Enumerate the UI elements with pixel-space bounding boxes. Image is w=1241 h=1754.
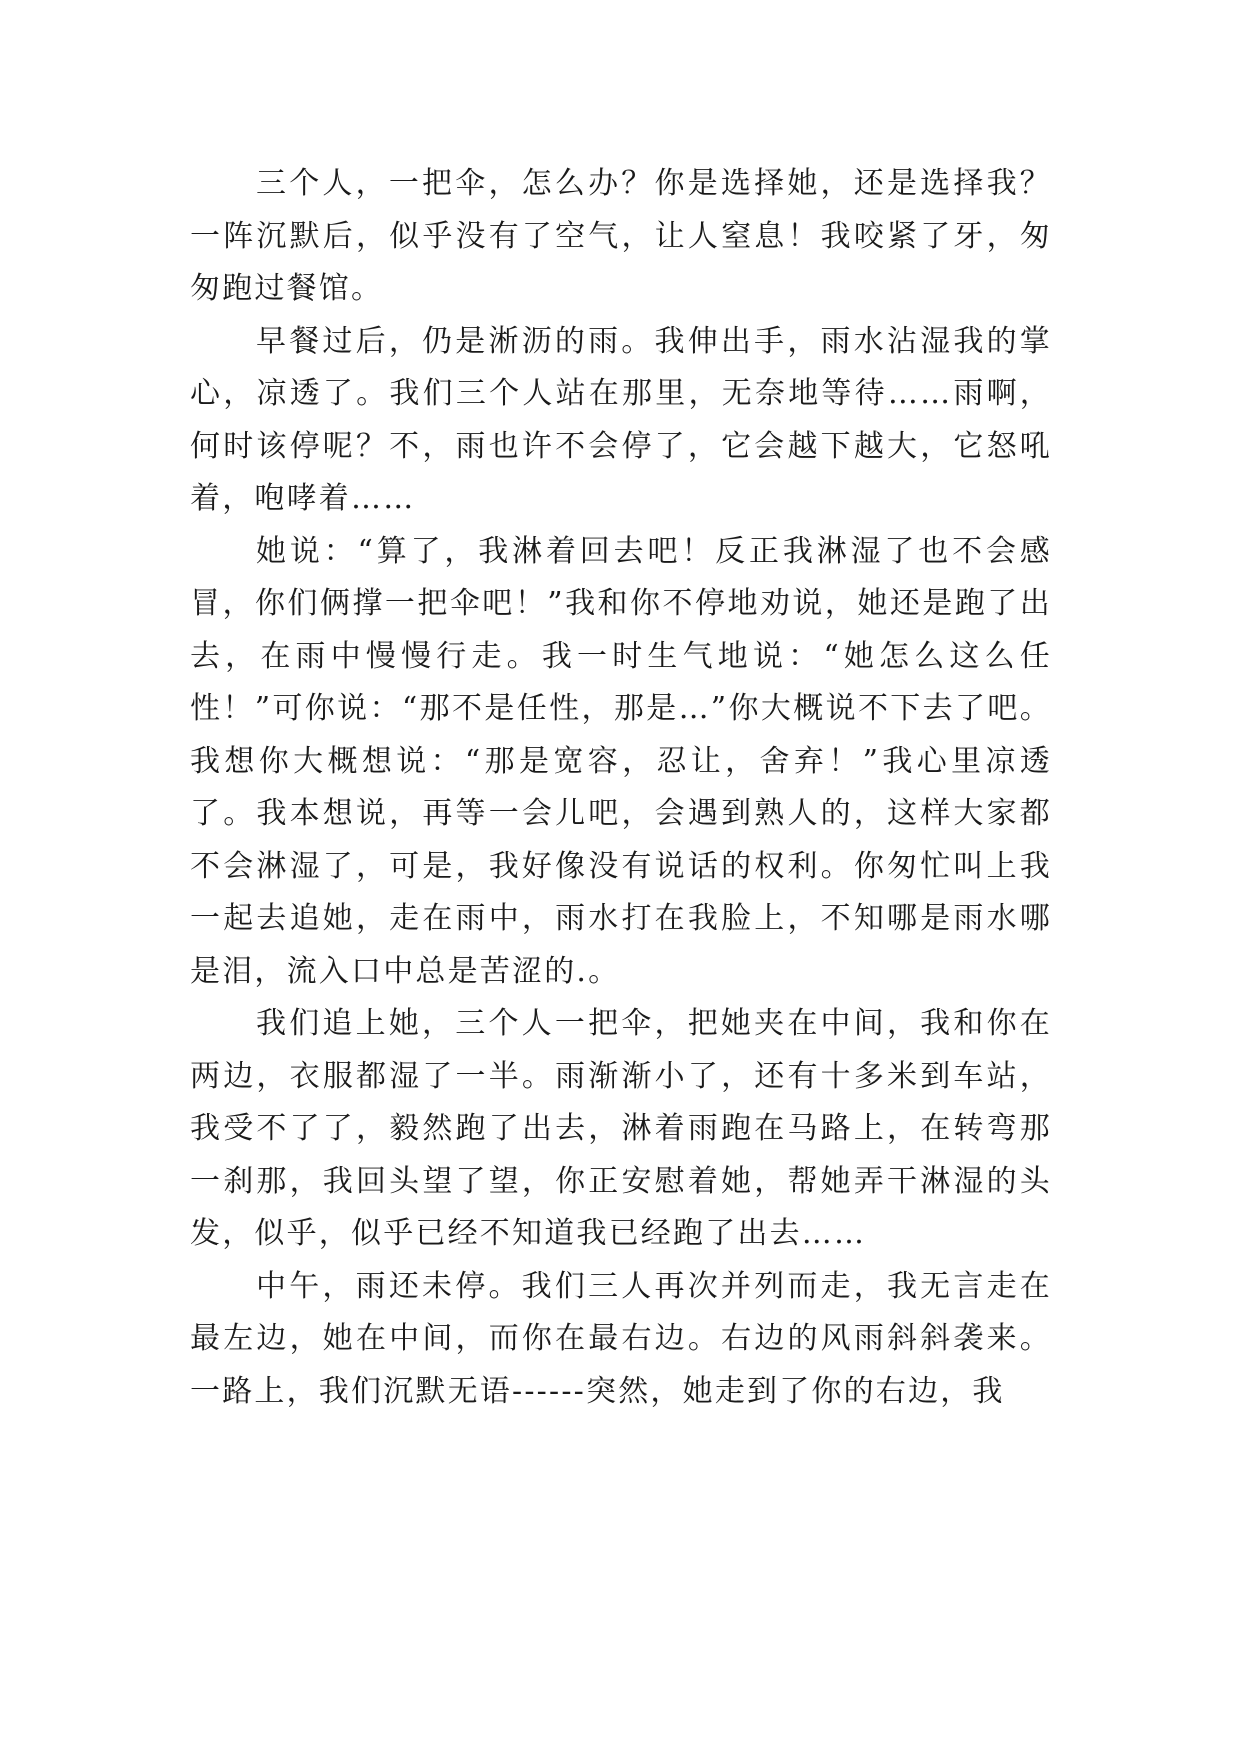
paragraph-1: 三个人，一把伞，怎么办？你是选择她，还是选择我？一阵沉默后，似乎没有了空气，让人窒息！我咬紧了牙，匆匆跑过餐馆。 (190, 166, 1052, 306)
paragraph-4: 我们追上她，三个人一把伞，把她夹在中间，我和你在两边，衣服都湿了一半。雨渐渐小了，还有十多米到车站，我受不了了，毅然跑了出去，淋着雨跑在马路上，在转弯那一刹那，我回头望了望，你正安慰着她，帮她弄干淋湿的头发，似乎，似乎已经不知道我已经跑了出去…… (190, 1006, 1052, 1251)
document-body (190, 158, 1052, 1418)
paragraph-2: 早餐过后，仍是淅沥的雨。我伸出手，雨水沾湿我的掌心，凉透了。我们三个人站在那里，无奈地等待……雨啊，何时该停呢？不，雨也许不会停了，它会越下越大，它怒吼着，咆哮着…… (190, 323, 1052, 516)
paragraph-3: 她说：“算了，我淋着回去吧！反正我淋湿了也不会感冒，你们俩撑一把伞吧！”我和你不停地劝说，她还是跑了出去，在雨中慢慢行走。我一时生气地说：“她怎么这么任性！”可你说：“那不是任性，那是…”你大概说不下去了吧。我想你大概想说：“那是宽容，忍让，舍弃！”我心里凉透了。我本想说，再等一会儿吧，会遇到熟人的，这样大家都不会淋湿了，可是，我好像没有说话的权利。你匆忙叫上我一起去追她，走在雨中，雨水打在我脸上，不知哪是雨水哪是泪，流入口中总是苦涩的.。 (190, 533, 1052, 989)
paragraph-5: 中午，雨还未停。我们三人再次并列而走，我无言走在最左边，她在中间，而你在最右边。右边的风雨斜斜袭来。一路上，我们沉默无语------突然，她走到了你的右边，我 (190, 1268, 1052, 1409)
